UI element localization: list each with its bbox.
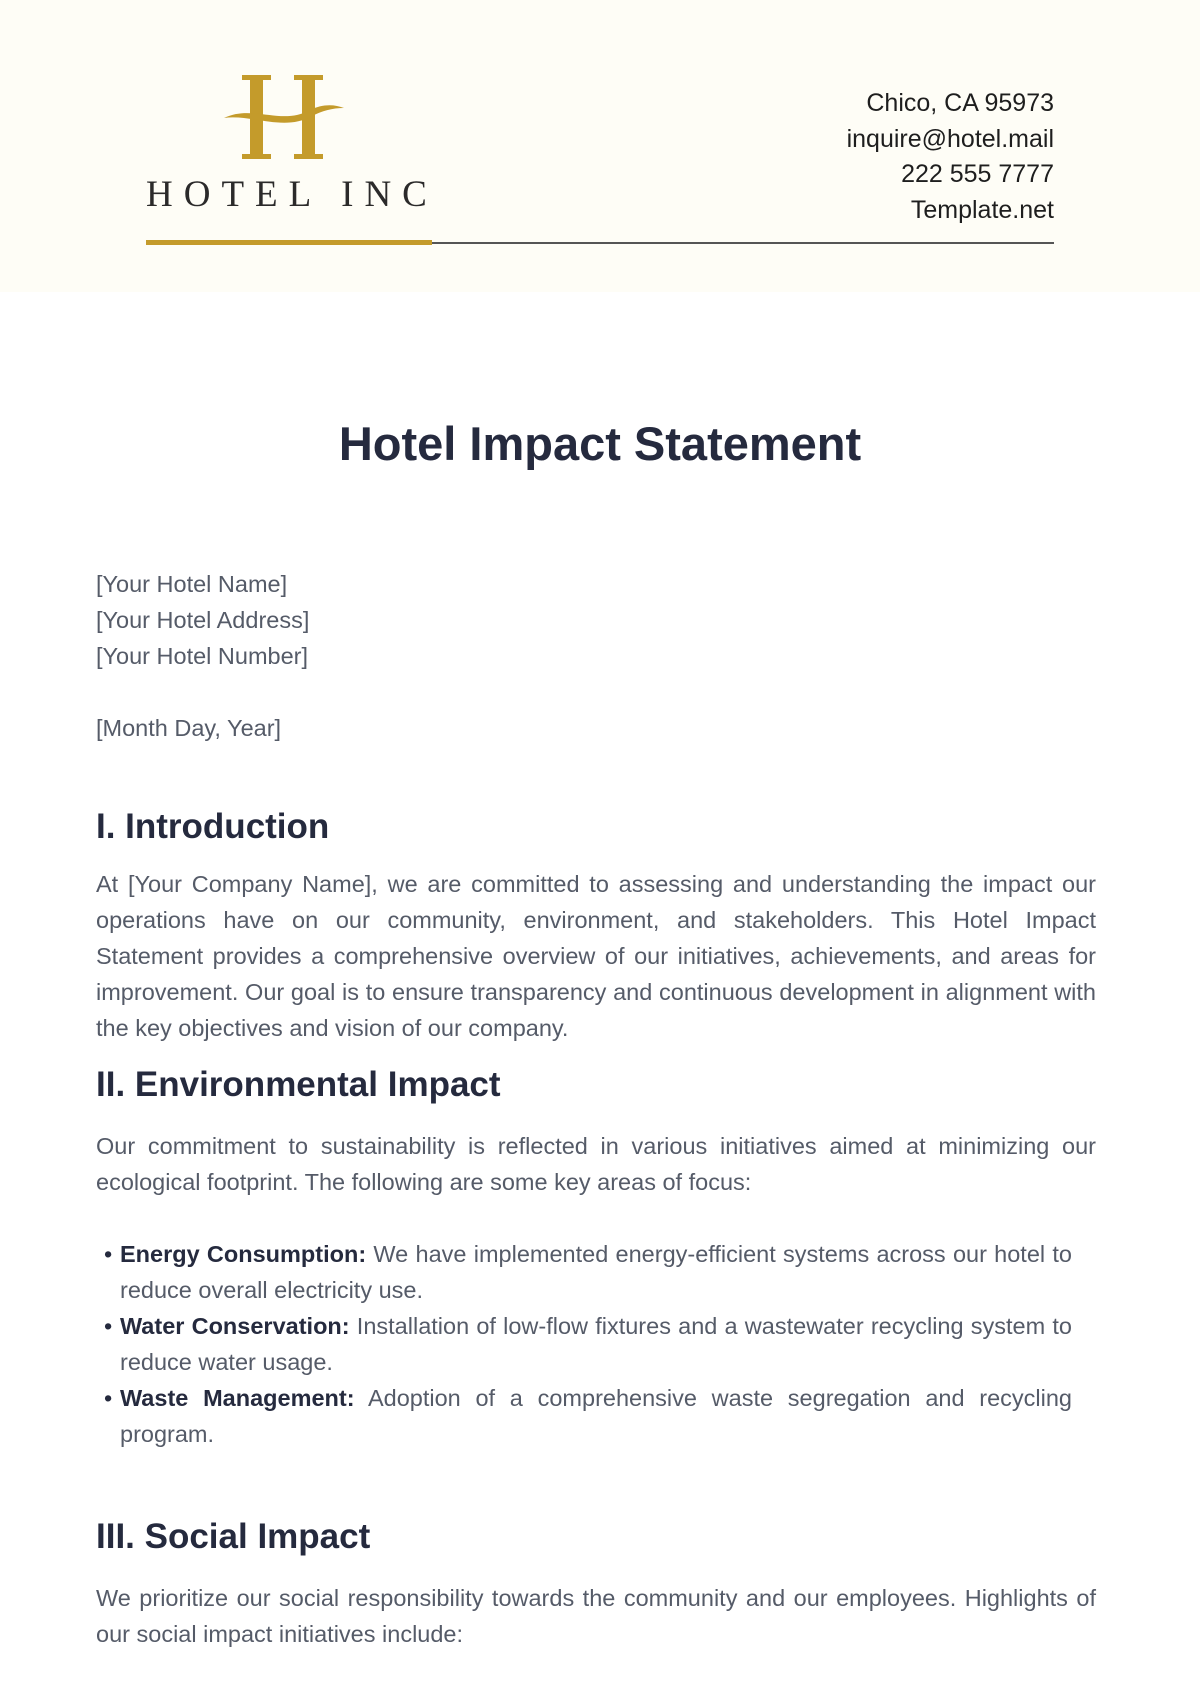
- document-title: Hotel Impact Statement: [338, 417, 862, 470]
- list-item-term: Energy Consumption:: [120, 1241, 367, 1267]
- list-item: [104, 1308, 1072, 1380]
- letterhead: [0, 0, 1200, 292]
- contact-email[interactable]: inquire@hotel.mail: [846, 124, 1054, 153]
- bullet-icon: •: [104, 1313, 113, 1339]
- list-item-text: Installation of low-flow fixtures and a wastewater recycling system to reduce water usage.: [120, 1313, 1072, 1375]
- h-monogram-icon: [222, 74, 346, 160]
- hotel-name: [Your Hotel Name]: [96, 571, 288, 597]
- contact-block: [847, 86, 1054, 228]
- list-item: [104, 1380, 1073, 1452]
- environmental-paragraph: Our commitment to sustainability is reflected in various initiatives aimed at minimizing our ecological footprint. The following are some key areas of focus:: [96, 1133, 1096, 1195]
- bullet-icon: •: [104, 1385, 113, 1411]
- document-date: [Month Day, Year]: [96, 715, 282, 741]
- contact-phone: 222 555 7777: [901, 160, 1054, 188]
- header-divider-accent: [146, 240, 432, 245]
- section-heading-social: III. Social Impact: [96, 1517, 371, 1556]
- contact-address: Chico, CA 95973: [866, 89, 1054, 117]
- bullet-icon: •: [104, 1241, 113, 1267]
- list-item-term: Water Conservation:: [120, 1313, 350, 1339]
- hotel-details: [96, 566, 1096, 674]
- contact-website[interactable]: Template.net: [910, 195, 1054, 224]
- list-item: [104, 1236, 1072, 1308]
- section-heading-introduction: I. Introduction: [96, 807, 330, 846]
- social-paragraph: We prioritize our social responsibility towards the community and our employees. Highlights of our social impact initiatives include:: [96, 1585, 1096, 1647]
- list-item-term: Waste Management:: [120, 1385, 355, 1411]
- hotel-address: [Your Hotel Address]: [96, 607, 310, 633]
- environmental-focus-list: [96, 1236, 1096, 1452]
- list-item-text: We have implemented energy-efficient systems across our hotel to reduce overall electricity use.: [120, 1241, 1072, 1303]
- section-heading-environmental: II. Environmental Impact: [96, 1065, 501, 1104]
- document-body: [96, 566, 1096, 1652]
- hotel-number: [Your Hotel Number]: [96, 643, 309, 669]
- brand-name: HOTEL INC: [146, 174, 438, 215]
- introduction-paragraph: At [Your Company Name], we are committed to assessing and understanding the impact our operations have on our community, environment, and stakeholders. This Hotel Impact Statement provides a comprehensive overview of our initiatives, achievements, and areas for improvement. Our goal is to ensure transparency and continuous development in alignment with the key objectives and vision of our company.: [96, 871, 1096, 1041]
- list-item-text: Adoption of a comprehensive waste segregation and recycling program.: [120, 1385, 1073, 1447]
